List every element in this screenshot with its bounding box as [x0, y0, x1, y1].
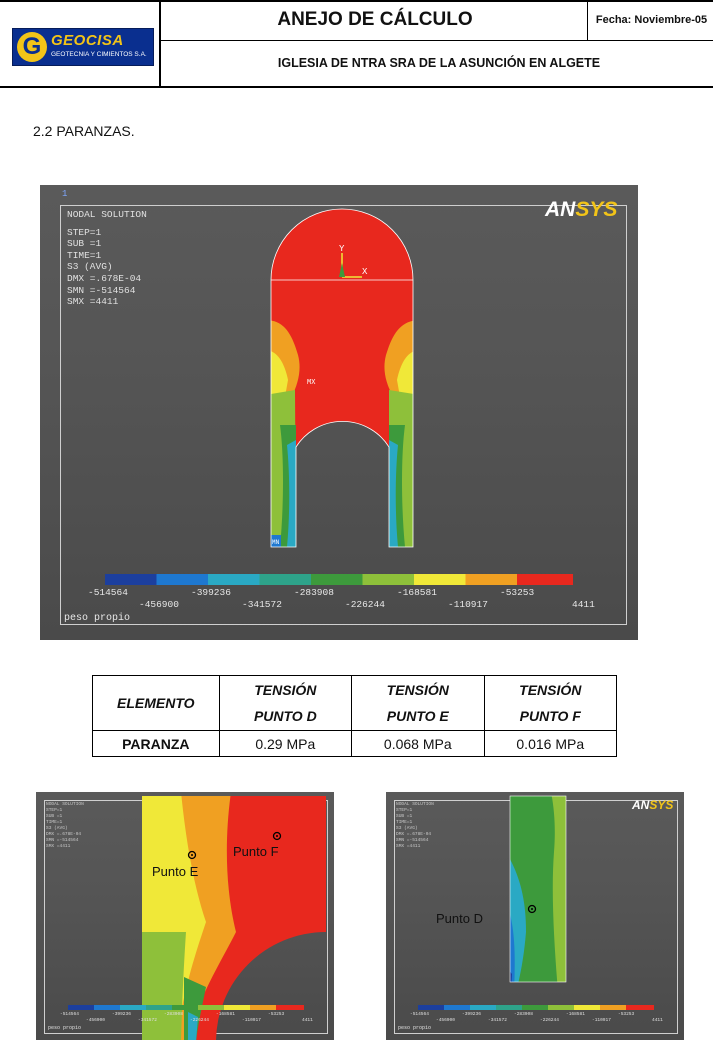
stress-table: [92, 675, 617, 757]
legend-value: -168581: [566, 1012, 585, 1017]
header-line: PUNTO E: [386, 708, 449, 724]
info-line: STEP=1: [67, 226, 102, 238]
color-legend: [68, 1005, 304, 1010]
legend-value: -110917: [592, 1018, 611, 1023]
section-title: 2.2 PARANZAS.: [33, 123, 135, 139]
ansys-logo-sys: SYS: [575, 198, 618, 221]
info-line: TIME=1: [67, 249, 102, 261]
header-line: PUNTO F: [519, 708, 581, 724]
legend-value: -399236: [191, 587, 231, 598]
legend-value: -53253: [618, 1012, 635, 1017]
detail-contour-svg: [36, 792, 334, 1040]
legend-value: -456900: [436, 1018, 455, 1023]
header-divider: [159, 0, 161, 88]
info-line: SMN =-514564: [46, 838, 79, 843]
legend-value: -456900: [86, 1018, 105, 1023]
info-line: SMX =4411: [67, 296, 119, 308]
point-f-label: Punto F: [233, 844, 279, 859]
legend-swatch: [146, 1005, 172, 1010]
info-line: S3 (AVG): [396, 826, 418, 831]
legend-swatch: [105, 574, 157, 585]
info-line: DMX =.678E-04: [67, 272, 142, 284]
legend-value: -456900: [139, 599, 179, 610]
legend-swatch: [496, 1005, 522, 1010]
axis-x-label: X: [362, 267, 368, 277]
legend-value: -168581: [216, 1012, 235, 1017]
info-line: S3 (AVG): [67, 261, 113, 273]
legend-value: -283908: [514, 1012, 533, 1017]
legend-swatch: [626, 1005, 654, 1010]
table-cell-punto-d: 0.29 MPa: [219, 731, 351, 757]
table-header-punto-d: [219, 676, 351, 731]
table-cell-punto-e: 0.068 MPa: [352, 731, 484, 757]
legend-swatch: [94, 1005, 120, 1010]
document-date: Fecha: Noviembre-05: [595, 14, 708, 26]
point-d-label: Punto D: [436, 911, 483, 926]
color-legend: [418, 1005, 654, 1010]
table-row: [93, 731, 617, 757]
info-line: NODAL SOLUTION: [46, 802, 84, 807]
stress-contour-svg: [40, 185, 638, 640]
legend-value: 4411: [652, 1018, 663, 1023]
document-title: ANEJO DE CÁLCULO: [277, 9, 473, 30]
legend-swatch: [522, 1005, 548, 1010]
legend-swatch: [600, 1005, 626, 1010]
legend-value: -226244: [345, 599, 385, 610]
logo-name: GEOCISA: [51, 32, 124, 49]
legend-value: -341572: [138, 1018, 157, 1023]
axis-y-label: Y: [339, 244, 345, 254]
detail-plot-points-e-f: [36, 792, 334, 1040]
info-line: SMX =4411: [46, 844, 71, 849]
legend-swatch: [548, 1005, 574, 1010]
point-e-dot: [191, 854, 193, 856]
plot-caption: peso propio: [64, 613, 131, 624]
legend-swatch: [250, 1005, 276, 1010]
legend-swatch: [444, 1005, 470, 1010]
legend-swatch: [198, 1005, 224, 1010]
table-header-punto-e: [352, 676, 484, 731]
header-mid-rule: [159, 40, 713, 41]
legend-swatch: [208, 574, 260, 585]
point-d-dot: [531, 908, 533, 910]
window-number: 1: [62, 189, 68, 199]
legend-swatch: [470, 1005, 496, 1010]
info-line: TIME=1: [396, 820, 413, 825]
ansys-logo-sys: SYS: [649, 798, 674, 812]
legend-value: -283908: [294, 587, 334, 598]
legend-swatch: [172, 1005, 198, 1010]
color-legend: [105, 574, 573, 585]
legend-value: -341572: [488, 1018, 507, 1023]
mx-marker-label: MX: [307, 379, 316, 387]
legend-value: -341572: [242, 599, 282, 610]
header-line: TENSIÓN: [519, 682, 582, 698]
header-line: PUNTO D: [253, 708, 317, 724]
info-line: SMX =4411: [396, 844, 421, 849]
legend-swatch: [574, 1005, 600, 1010]
info-line: TIME=1: [46, 820, 63, 825]
table-header-punto-f: [484, 676, 616, 731]
point-e-label: Punto E: [152, 864, 199, 879]
main-fem-plot: [40, 185, 638, 640]
legend-value: -283908: [164, 1012, 183, 1017]
legend-value: -53253: [500, 587, 535, 598]
info-line: SUB =1: [396, 814, 413, 819]
info-line: SMN =-514564: [396, 838, 429, 843]
legend-swatch: [363, 574, 415, 585]
header-line: TENSIÓN: [386, 682, 449, 698]
plot-caption: peso propio: [48, 1025, 82, 1031]
legend-swatch: [466, 574, 518, 585]
legend-value: -514564: [410, 1012, 429, 1017]
logo-g-icon: G: [17, 32, 47, 62]
info-line: NODAL SOLUTION: [396, 802, 434, 807]
ansys-logo-an: AN: [632, 798, 650, 812]
contour-lightgreen: [136, 932, 186, 1040]
info-line: S3 (AVG): [46, 826, 68, 831]
legend-swatch: [260, 574, 312, 585]
legend-swatch: [120, 1005, 146, 1010]
legend-swatch: [224, 1005, 250, 1010]
info-line: SUB =1: [67, 238, 102, 250]
legend-value: 4411: [572, 599, 595, 610]
point-f-dot: [276, 835, 278, 837]
document-subtitle: IGLESIA DE NTRA SRA DE LA ASUNCIÓN EN ALGETE: [277, 56, 601, 70]
company-logo: [12, 28, 154, 66]
legend-value: 4411: [302, 1018, 313, 1023]
info-line: DMX =.678E-04: [396, 832, 432, 837]
info-line: SUB =1: [46, 814, 63, 819]
legend-value: -226244: [190, 1018, 209, 1023]
legend-value: -226244: [540, 1018, 559, 1023]
legend-swatch: [418, 1005, 444, 1010]
header-date-divider: [587, 0, 588, 40]
legend-value: -399236: [462, 1012, 481, 1017]
info-line: DMX =.678E-04: [46, 832, 82, 837]
info-line: STEP=1: [396, 808, 413, 813]
table-cell-punto-f: 0.016 MPa: [484, 731, 616, 757]
legend-value: -514564: [60, 1012, 79, 1017]
ansys-logo-an: AN: [545, 198, 576, 221]
legend-value: -53253: [268, 1012, 285, 1017]
table-header-row: [93, 676, 617, 731]
legend-value: -110917: [242, 1018, 261, 1023]
header-bottom-rule: [0, 86, 713, 88]
info-line: NODAL SOLUTION: [67, 209, 147, 220]
plot-caption: peso propio: [398, 1025, 432, 1031]
table-header-elemento: ELEMENTO: [93, 676, 220, 731]
table-cell-elemento: PARANZA: [93, 731, 220, 757]
legend-swatch: [414, 574, 466, 585]
info-line: SMN =-514564: [67, 284, 136, 296]
legend-value: -168581: [397, 587, 437, 598]
detail-contour-svg: [386, 792, 684, 1040]
mn-marker-label: MN: [272, 539, 280, 546]
legend-swatch: [517, 574, 573, 585]
legend-swatch: [311, 574, 363, 585]
legend-value: -514564: [88, 587, 128, 598]
legend-value: -110917: [448, 599, 488, 610]
info-line: STEP=1: [46, 808, 63, 813]
detail-plot-point-d: [386, 792, 684, 1040]
header-top-rule: [0, 0, 713, 2]
header-line: TENSIÓN: [254, 682, 317, 698]
legend-swatch: [157, 574, 209, 585]
legend-swatch: [276, 1005, 304, 1010]
logo-subtitle: GEOTECNIA Y CIMIENTOS S.A.: [51, 51, 147, 58]
legend-value: -399236: [112, 1012, 131, 1017]
legend-swatch: [68, 1005, 94, 1010]
